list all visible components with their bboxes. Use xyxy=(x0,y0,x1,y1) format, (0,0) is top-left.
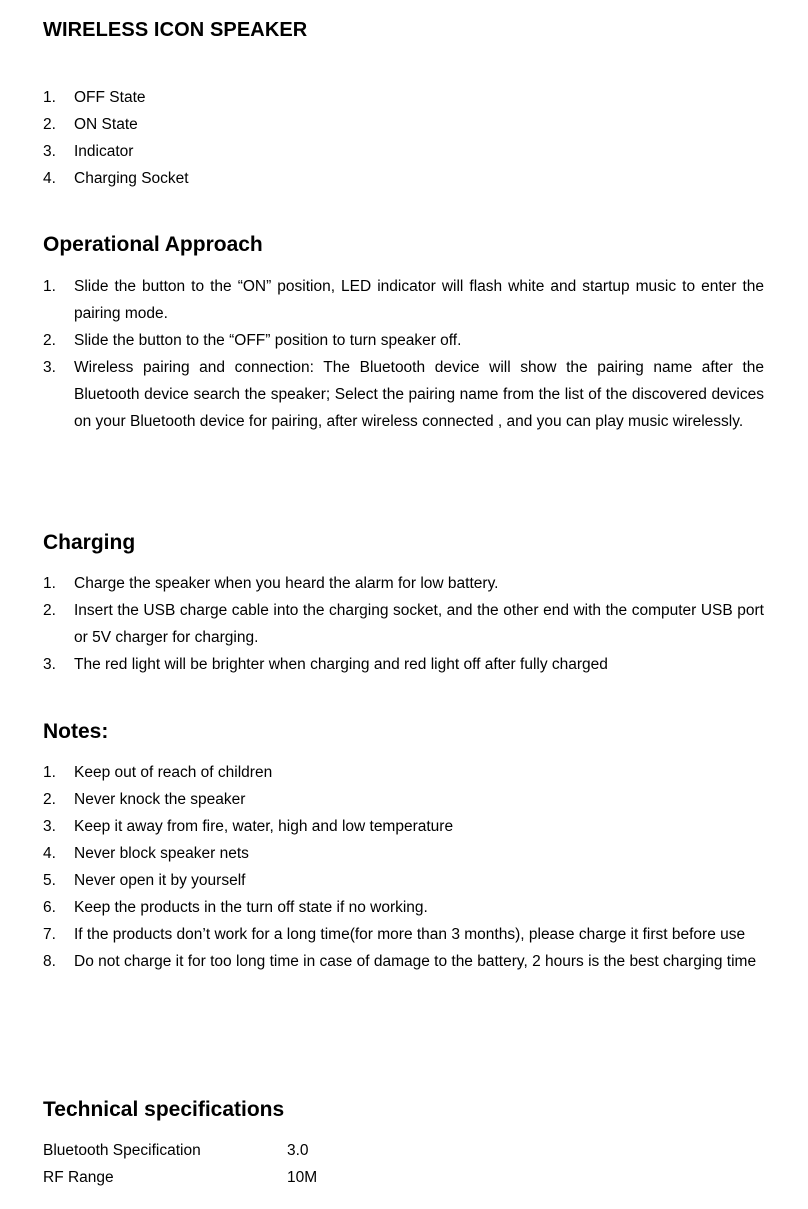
list-item-text: If the products don’t work for a long time(for more than 3 months), please charge it first before use xyxy=(74,926,746,943)
spec-value: 10M xyxy=(287,1169,318,1186)
list-item: 2. Slide the button to the “OFF” position to turn speaker off. xyxy=(43,332,462,349)
list-item: 8. Do not charge it for too long time in case of damage to the battery, 2 hours is the best charging time xyxy=(43,953,757,970)
list-item-text: Do not charge it for too long time in case of damage to the battery, 2 hours is the best charging time xyxy=(74,953,757,970)
spec-label: Bluetooth Specification xyxy=(43,1142,201,1159)
list-item: 1. Charge the speaker when you heard the alarm for low battery. xyxy=(43,575,499,592)
list-item-text: Never knock the speaker xyxy=(74,791,246,808)
list-item: 1. Slide the button to the “ON” position, LED indicator will flash white and startup music to enter the pairing mode. xyxy=(43,278,764,322)
list-item: 2. Never knock the speaker xyxy=(43,791,246,808)
list-item: 6. Keep the products in the turn off state if no working. xyxy=(43,899,428,916)
list-item: 3. Wireless pairing and connection: The Bluetooth device will show the pairing name after the Bluetooth device search the speaker; Select the pairing name from the list of the discovered devices on your Bluetooth device for pairing, after wireless connected , and you can play music wirelessly. xyxy=(43,359,764,430)
list-item: 3. Keep it away from fire, water, high and low temperature xyxy=(43,818,454,835)
list-item-text: The red light will be brighter when charging and red light off after fully charged xyxy=(74,656,608,673)
list-item-text: Insert the USB charge cable into the charging socket, and the other end with the computer USB port or 5V charger for charging. xyxy=(74,602,764,646)
specs-heading: Technical specifications xyxy=(43,1098,285,1121)
document-title: WIRELESS ICON SPEAKER xyxy=(43,19,308,41)
notes-list xyxy=(43,759,764,975)
list-item-text: Slide the button to the “OFF” position to turn speaker off. xyxy=(74,332,462,349)
list-item: 7. If the products don’t work for a long time(for more than 3 months), please charge it first before use xyxy=(43,926,746,943)
list-item: 4. Charging Socket xyxy=(43,170,189,187)
list-item-text: OFF State xyxy=(74,89,146,106)
list-item: 5. Never open it by yourself xyxy=(43,872,246,889)
list-item-text: Never block speaker nets xyxy=(74,845,249,862)
list-item-text: Keep out of reach of children xyxy=(74,764,273,781)
list-item-text: Slide the button to the “ON” position, LED indicator will flash white and startup music to enter the pairing mode. xyxy=(74,278,764,322)
operational-heading: Operational Approach xyxy=(43,233,263,256)
list-item: 3. The red light will be brighter when charging and red light off after fully charged xyxy=(43,656,608,673)
list-item-text: Charge the speaker when you heard the alarm for low battery. xyxy=(74,575,499,592)
spec-label: RF Range xyxy=(43,1169,114,1186)
list-item: 1. OFF State xyxy=(43,89,146,106)
list-item-text: Keep the products in the turn off state if no working. xyxy=(74,899,428,916)
list-item: 2. Insert the USB charge cable into the charging socket, and the other end with the computer USB port or 5V charger for charging. xyxy=(43,602,764,646)
charging-list xyxy=(43,570,764,678)
list-item-text: Indicator xyxy=(74,143,134,160)
notes-heading: Notes: xyxy=(43,720,109,743)
list-item-text: Wireless pairing and connection: The Bluetooth device will show the pairing name after the Bluetooth device search the speaker; Select the pairing name from the list of the discovered devices on your Bluetooth device for pairing, after wireless connected , and you can play music wirelessly. xyxy=(74,359,764,430)
parts-list xyxy=(43,84,764,192)
charging-heading: Charging xyxy=(43,531,136,554)
operational-list xyxy=(43,273,764,435)
list-item-text: Never open it by yourself xyxy=(74,872,246,889)
list-item-text: Keep it away from fire, water, high and low temperature xyxy=(74,818,454,835)
list-item: 3. Indicator xyxy=(43,143,134,160)
list-item: 1. Keep out of reach of children xyxy=(43,764,273,781)
list-item: 4. Never block speaker nets xyxy=(43,845,249,862)
list-item: 2. ON State xyxy=(43,116,138,133)
list-item-text: Charging Socket xyxy=(74,170,189,187)
list-item-text: ON State xyxy=(74,116,138,133)
spec-value: 3.0 xyxy=(287,1142,309,1159)
